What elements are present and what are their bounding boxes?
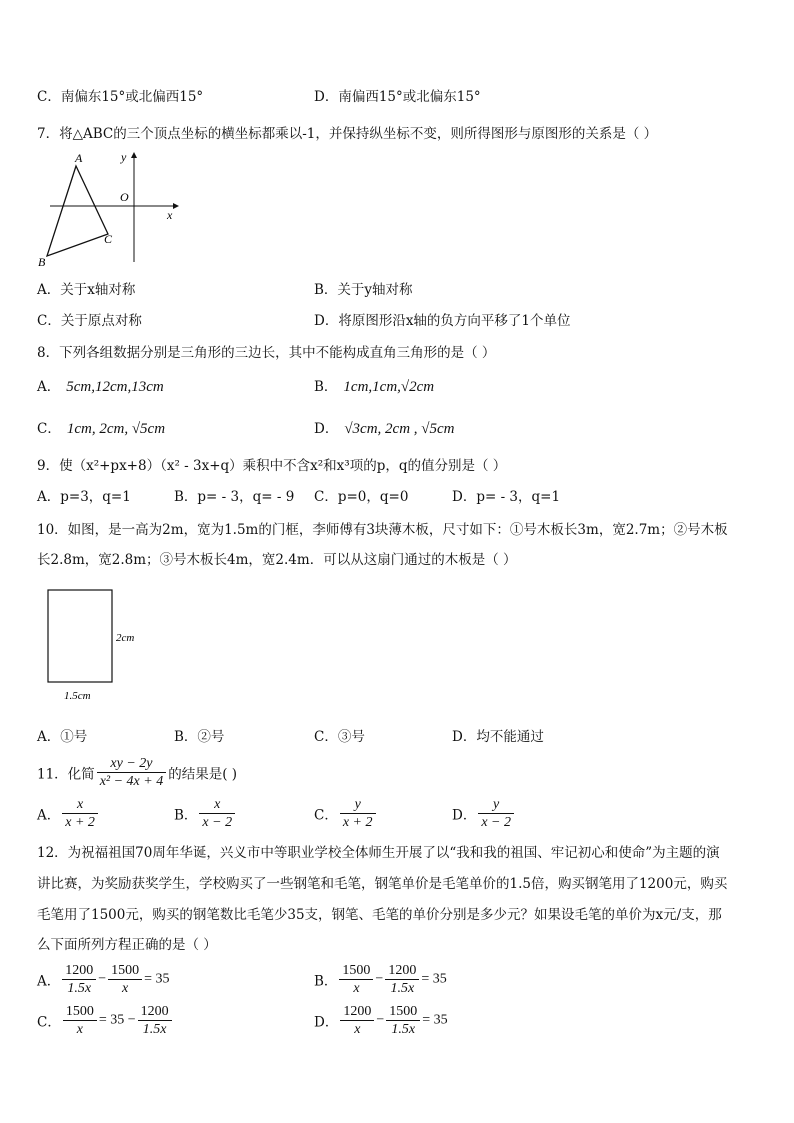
q8-option-b xyxy=(314,378,434,396)
q11-option-d-label: D． xyxy=(452,807,477,824)
q12-option-b xyxy=(314,962,447,997)
q7-option-c: C．关于原点对称 xyxy=(37,313,142,329)
q11-option-b-label: B． xyxy=(174,807,198,824)
q8-option-d-label: D． xyxy=(314,421,339,437)
q12-option-d-d1: x xyxy=(354,1022,361,1037)
q12-option-b-frac-2 xyxy=(385,962,419,997)
q9-option-b: B．p= - 3，q= - 9 xyxy=(174,489,295,505)
q11-fraction xyxy=(97,755,167,790)
q12-option-a-d1: 1.5x xyxy=(67,981,92,996)
q11-fraction-numerator: xy − 2y xyxy=(97,755,167,773)
q12-option-c-d1: x xyxy=(76,1022,83,1037)
q12-option-b-n1: 1500 xyxy=(339,962,373,980)
q11-option-d xyxy=(452,796,516,831)
q12-option-c xyxy=(37,1003,174,1038)
q11-option-a-den: x + 2 xyxy=(65,815,95,830)
q10-option-b: B．②号 xyxy=(174,729,225,745)
q12-option-d-frac-2 xyxy=(386,1003,420,1038)
q8-option-b-value: 1cm,1cm,√2cm xyxy=(343,379,435,395)
q12-stem-line-1: 12．为祝福祖国70周年华诞，兴义市中等职业学校全体师生开展了以“我和我的祖国、牢记初心和使命”为主题的演 xyxy=(37,845,720,861)
q12-option-d-minus: − xyxy=(376,1012,385,1028)
q10-stem-line-2: 长2.8m，宽2.8m；③号木板长4m，宽2.4m．可以从这扇门通过的木板是（ ） xyxy=(37,552,517,568)
q9-option-a: A．p=3，q=1 xyxy=(37,489,131,505)
q12-option-b-n2: 1200 xyxy=(385,962,419,980)
q11-option-c-den: x + 2 xyxy=(342,815,373,830)
q12-option-b-d1: x xyxy=(353,981,360,996)
q12-option-b-d2: 1.5x xyxy=(390,981,415,996)
door-frame-rect xyxy=(48,590,112,682)
q12-option-c-mid: = 35 − xyxy=(98,1012,136,1028)
q11-option-c-fraction xyxy=(340,796,376,831)
q10-option-c: C．③号 xyxy=(314,729,365,745)
triangle-abc xyxy=(47,166,108,256)
q10-door-frame-figure xyxy=(44,586,154,704)
q7-option-a: A．关于x轴对称 xyxy=(37,282,136,298)
q11-option-c xyxy=(314,796,378,831)
q12-stem-line-3: 毛笔用了1500元，购买的钢笔数比毛笔少35支，钢笔、毛笔的单价分别是多少元？如果设毛笔的单价为x元/支，那 xyxy=(37,907,722,923)
q12-stem-line-2: 讲比赛，为奖励获奖学生，学校购买了一些钢笔和毛笔，钢笔单价是毛笔单价的1.5倍，购买钢笔用了1200元，购买 xyxy=(37,876,728,892)
q11-option-b xyxy=(174,796,237,831)
door-width-label: 1.5cm xyxy=(64,690,91,702)
q12-option-d-d2: 1.5x xyxy=(391,1022,416,1037)
q12-option-c-n1: 1500 xyxy=(63,1003,97,1021)
q7-stem: 7．将△ABC的三个顶点坐标的横坐标都乘以-1，并保持纵坐标不变，则所得图形与原图形的关系是（ ） xyxy=(37,126,658,142)
y-axis-arrow xyxy=(131,152,137,158)
q12-option-d-frac-1 xyxy=(340,1003,374,1038)
q12-option-c-d2: 1.5x xyxy=(142,1022,167,1037)
q8-option-a-label: A． xyxy=(37,379,61,395)
q8-option-c xyxy=(37,420,165,438)
q12-option-d-rhs: = 35 xyxy=(422,1012,448,1028)
x-axis-arrow xyxy=(173,203,179,209)
q12-option-c-n2: 1200 xyxy=(138,1003,172,1021)
q8-option-b-label: B． xyxy=(314,379,338,395)
q10-option-d: D．均不能通过 xyxy=(452,729,544,745)
label-c: C xyxy=(104,232,113,246)
q11-option-b-den: x − 2 xyxy=(202,815,233,830)
q11-option-b-fraction xyxy=(199,796,235,831)
q8-option-d xyxy=(314,420,455,438)
q11-fraction-denominator: x² − 4x + 4 xyxy=(99,774,164,789)
q12-option-a-d2: x xyxy=(122,981,129,996)
q8-option-c-label: C． xyxy=(37,421,61,437)
q8-option-c-value: 1cm, 2cm, √5cm xyxy=(66,421,166,437)
q12-option-a-minus: − xyxy=(98,971,107,987)
q11-option-a-fraction xyxy=(62,796,98,831)
q11-option-a-num: x xyxy=(62,796,98,814)
q7-coordinate-figure xyxy=(36,148,181,270)
q8-stem: 8．下列各组数据分别是三角形的三边长，其中不能构成直角三角形的是（ ） xyxy=(37,345,496,361)
q11-option-c-label: C． xyxy=(314,807,338,824)
q12-option-a-frac-1 xyxy=(62,962,96,997)
q12-option-c-frac-2 xyxy=(138,1003,172,1038)
q11-option-a xyxy=(37,796,100,831)
q11-stem-suffix: 的结果是( ) xyxy=(168,766,238,783)
q11-stem xyxy=(37,755,237,790)
q12-option-c-label: C． xyxy=(37,1014,61,1031)
q12-option-d-n2: 1500 xyxy=(386,1003,420,1021)
q11-option-b-num: x xyxy=(199,796,235,814)
q8-option-d-value: √3cm, 2cm , √5cm xyxy=(344,421,455,437)
q11-option-d-num: y xyxy=(478,796,514,814)
q12-option-c-frac-1 xyxy=(63,1003,97,1038)
q11-option-c-num: y xyxy=(340,796,376,814)
q12-option-a-label: A． xyxy=(37,973,61,990)
q8-option-a xyxy=(37,378,164,396)
q12-option-a-n1: 1200 xyxy=(62,962,96,980)
q10-stem-line-1: 10．如图，是一高为2m，宽为1.5m的门框，李师傅有3块薄木板，尺寸如下：①号木板长3m，宽2.7m；②号木板 xyxy=(37,522,728,538)
q12-stem-line-4: 么下面所列方程正确的是（ ） xyxy=(37,937,217,953)
q12-option-b-label: B． xyxy=(314,973,338,990)
q7-option-d: D．将原图形沿x轴的负方向平移了1个单位 xyxy=(314,313,571,329)
door-height-label: 2cm xyxy=(116,632,135,644)
label-origin: O xyxy=(120,190,129,204)
q12-option-a-rhs: = 35 xyxy=(144,971,170,987)
q12-option-d-n1: 1200 xyxy=(340,1003,374,1021)
label-a: A xyxy=(75,151,83,165)
q12-option-a-n2: 1500 xyxy=(108,962,142,980)
q12-option-d-label: D． xyxy=(314,1014,339,1031)
q11-option-d-den: x − 2 xyxy=(481,815,511,830)
label-y-axis: y xyxy=(121,150,127,164)
q9-option-c: C．p=0，q=0 xyxy=(314,489,409,505)
q6-option-d: D．南偏西15°或北偏东15° xyxy=(314,89,481,105)
label-x-axis: x xyxy=(167,208,173,222)
q11-option-a-label: A． xyxy=(37,807,61,824)
q12-option-a-frac-2 xyxy=(108,962,142,997)
q11-stem-prefix: 11．化简 xyxy=(37,766,95,783)
q10-option-a: A．①号 xyxy=(37,729,88,745)
q12-option-b-rhs: = 35 xyxy=(421,971,447,987)
label-b: B xyxy=(38,255,46,269)
q8-option-a-value: 5cm,12cm,13cm xyxy=(66,379,164,395)
q12-option-b-frac-1 xyxy=(339,962,373,997)
q12-option-a xyxy=(37,962,170,997)
q12-option-b-minus: − xyxy=(375,971,384,987)
q6-option-c: C．南偏东15°或北偏西15° xyxy=(37,89,204,105)
q12-option-d xyxy=(314,1003,448,1038)
q9-stem: 9．使（x²+px+8）（x² - 3x+q）乘积中不含x²和x³项的p，q的值分别是（ ） xyxy=(37,458,507,474)
q7-option-b: B．关于y轴对称 xyxy=(314,282,413,298)
q9-option-d: D．p= - 3，q=1 xyxy=(452,489,561,505)
q11-option-d-fraction xyxy=(478,796,514,831)
